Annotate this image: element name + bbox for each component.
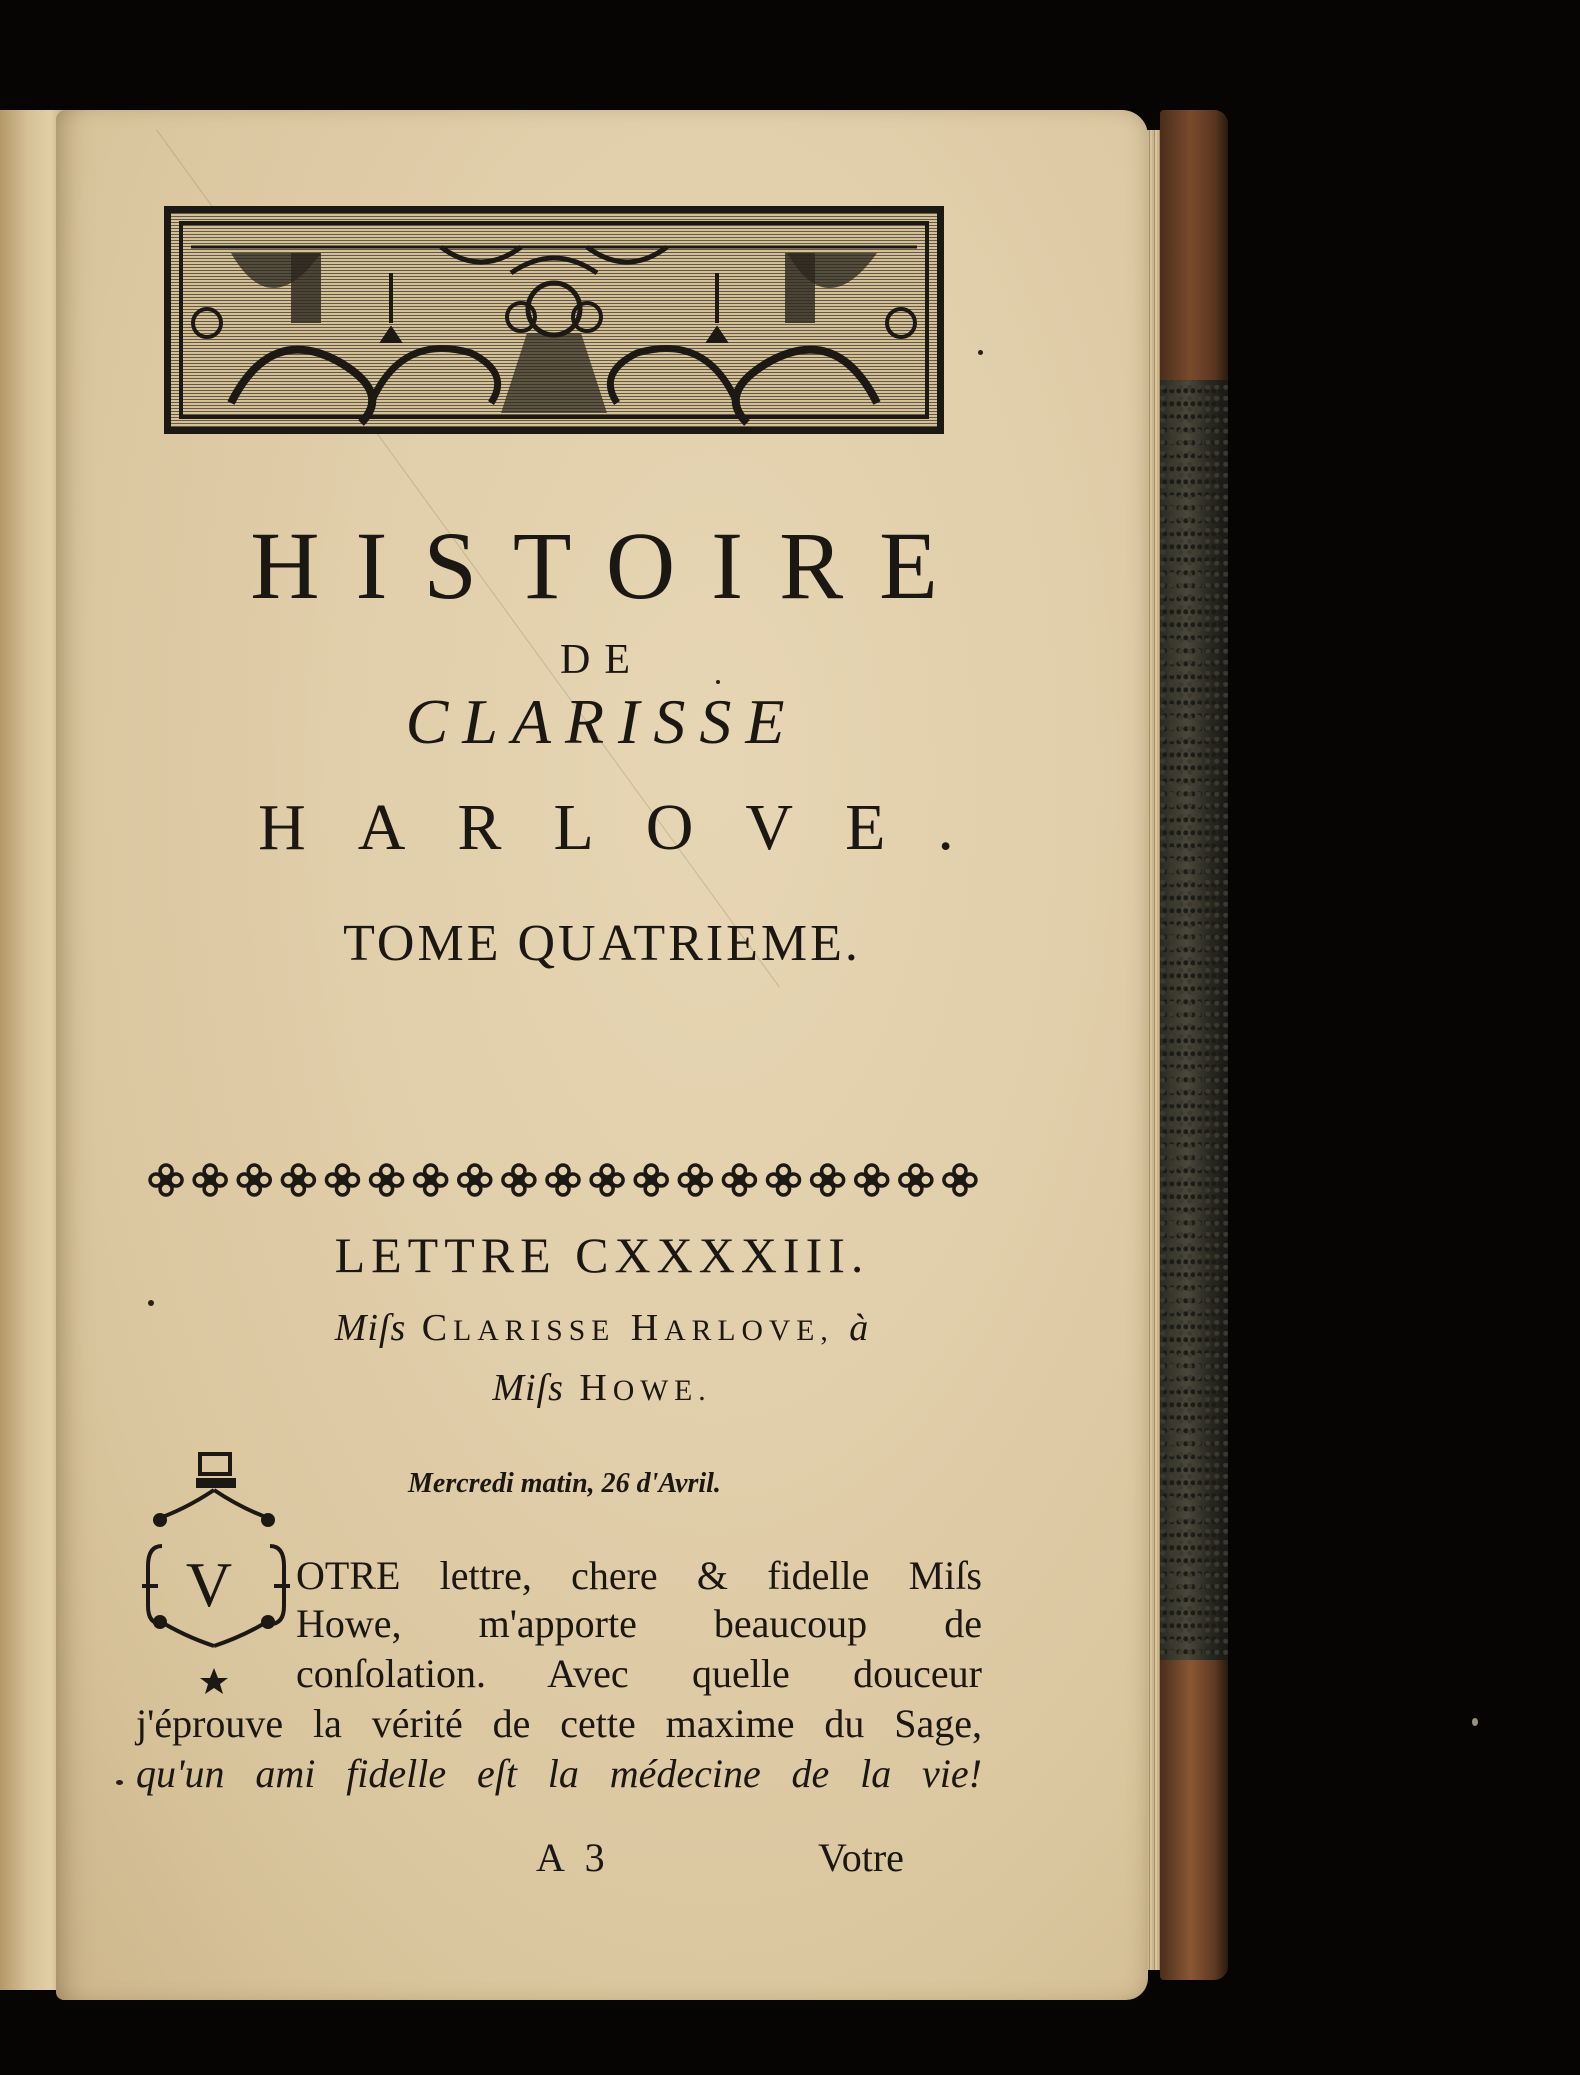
title-preposition: DE xyxy=(560,637,644,683)
address-to: à xyxy=(849,1307,870,1349)
fleuron-mark xyxy=(503,1165,535,1195)
headpiece-ornament-icon xyxy=(171,213,937,427)
letter-body-line-4: j'éprouve la vérité de cette maxime du Sage, xyxy=(136,1701,982,1746)
paper-speck xyxy=(978,350,983,355)
fleuron-mark xyxy=(635,1165,667,1195)
fleuron-mark xyxy=(856,1165,888,1195)
paper-speck xyxy=(716,680,720,684)
fleuron-mark xyxy=(812,1165,844,1195)
engraved-headpiece-ornament xyxy=(164,206,944,434)
letter-body-line-3: conſolation. Avec quelle douceur xyxy=(296,1651,982,1696)
letter-date: Mercredi matin, 26 d'Avril. xyxy=(408,1468,721,1499)
address-name-rest: LARISSE xyxy=(453,1315,616,1347)
letter-number-heading: LETTRE CXXXXIII. xyxy=(334,1227,870,1283)
address-recipient-rest: OWE. xyxy=(612,1375,712,1407)
title-first-name: CLARISSE xyxy=(405,686,799,757)
fleuron-mark xyxy=(944,1165,976,1195)
signature-mark: A 3 xyxy=(536,1835,611,1880)
address-surname-initial: H xyxy=(630,1307,665,1349)
address-miss: Miſs xyxy=(334,1307,407,1349)
fleuron-mark xyxy=(723,1165,755,1195)
paper-speck xyxy=(148,1300,154,1306)
address-surname-rest: ARLOVE, xyxy=(664,1315,834,1347)
fleuron-ornament-icon xyxy=(144,1160,982,1200)
book-page xyxy=(56,110,1148,2000)
address-name-initial: C xyxy=(421,1307,454,1349)
book-title: HISTOIRE xyxy=(250,512,974,619)
fleuron-mark xyxy=(768,1165,800,1195)
address-recipient-initial: H xyxy=(579,1367,613,1409)
fleuron-mark xyxy=(591,1165,623,1195)
fleuron-mark xyxy=(900,1165,932,1195)
letter-address-line-1 xyxy=(56,1306,1148,1350)
drop-cap-letter: V xyxy=(185,1549,233,1620)
volume-label: TOME QUATRIEME. xyxy=(343,915,861,972)
catchword: Votre xyxy=(818,1835,904,1880)
fleuron-mark xyxy=(415,1165,447,1195)
fleuron-mark xyxy=(679,1165,711,1195)
fleuron-mark xyxy=(150,1165,182,1195)
fleuron-mark xyxy=(547,1165,579,1195)
background-speck xyxy=(1472,1718,1478,1726)
letter-address-line-2 xyxy=(56,1366,1148,1410)
fleuron-mark xyxy=(326,1165,358,1195)
fleuron-mark xyxy=(459,1165,491,1195)
leather-corner-top xyxy=(1160,110,1228,380)
title-surname: HARLOVE. xyxy=(258,791,1006,864)
fleuron-mark xyxy=(194,1165,226,1195)
fleuron-mark xyxy=(371,1165,403,1195)
letter-body-line-5-quote: qu'un ami fidelle eſt la médecine de la vie! xyxy=(136,1751,982,1796)
letter-body-line-2: Howe, m'apporte beaucoup de xyxy=(296,1601,982,1646)
letter-body-line-1: OTRE lettre, chere & fidelle Miſs xyxy=(296,1553,982,1598)
fleuron-rule xyxy=(144,1160,982,1200)
address-recipient-miss: Miſs xyxy=(492,1367,564,1409)
leather-corner-bottom xyxy=(1160,1660,1228,1980)
fleuron-mark xyxy=(282,1165,314,1195)
fleuron-mark xyxy=(238,1165,270,1195)
paper-speck xyxy=(116,1780,123,1785)
